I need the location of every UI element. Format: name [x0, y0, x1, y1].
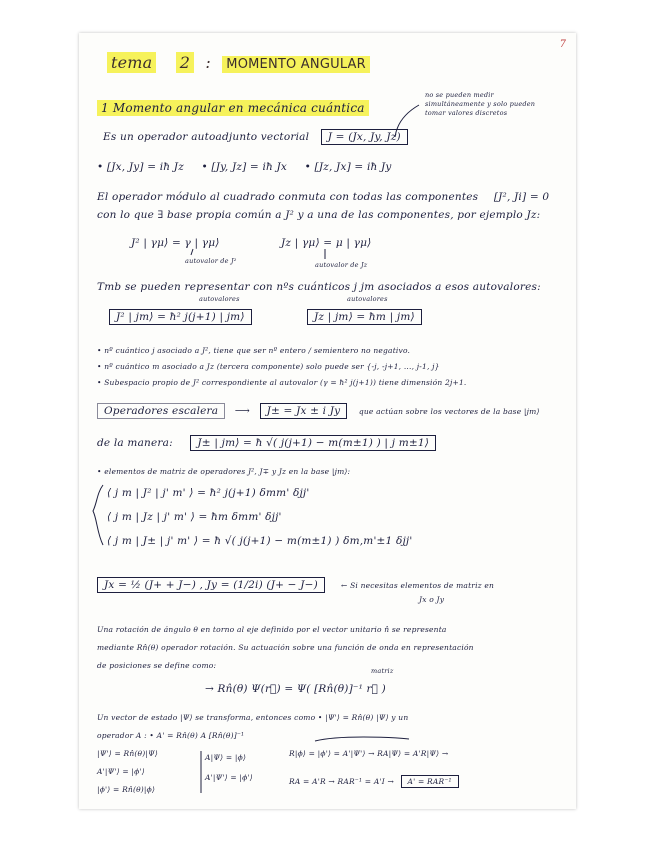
- state-line1: Un vector de estado |Ψ⟩ se transforma, entonces como • |Ψ'⟩ = Rn̂(θ) |Ψ⟩ y un: [97, 713, 409, 722]
- box-jz-text: Jz | jm⟩ = ħm | jm⟩: [307, 309, 422, 325]
- qn-note-left: autovalores: [199, 295, 240, 303]
- ladder-text2: de la manera:: [97, 437, 173, 449]
- matrix-brace: [93, 485, 103, 545]
- ladder-label: Operadores escalera: [97, 403, 225, 419]
- notebook-page: [79, 33, 576, 809]
- ladder-def: J± = Jx ± i Jy: [260, 403, 348, 419]
- bullet-3: • Subespacio propio de J² correspondiente al autovalor (γ = ħ² j(j+1)) tiene dimensión 2j+1.: [97, 378, 467, 387]
- commutator-xy: • [Jx, Jy] = iħ Jz: [97, 161, 184, 173]
- mid-list-2: A'|Ψ'⟩ = |ϕ'⟩: [205, 773, 253, 782]
- mid-list-1: A|Ψ⟩ = |ϕ⟩: [205, 753, 247, 762]
- rotation-line1: Una rotación de ángulo θ en torno al eje definido por el vector unitario n̂ se representa: [97, 625, 447, 634]
- commutator-zx: • [Jz, Jx] = iħ Jy: [304, 161, 392, 173]
- matrix-elem-1: ⟨ j m | J² | j' m' ⟩ = ħ² j(j+1) δmm' δjj': [107, 487, 310, 499]
- page-number: 7: [559, 39, 566, 50]
- tema-number: 2: [176, 52, 194, 73]
- matrix-intro: • elementos de matriz de operadores J², J∓ y Jz en la base |jm⟩:: [97, 467, 351, 476]
- matrix-elem-2: ⟨ j m | Jz | j' m' ⟩ = ħm δmm' δjj': [107, 511, 282, 523]
- ladder-action: J± | jm⟩ = ħ √( j(j+1) − m(m±1) ) | j m±1⟩: [190, 435, 436, 451]
- left-list-2: A'|Ψ'⟩ = |ϕ'⟩: [97, 767, 145, 776]
- rotation-formula: → Rn̂(θ) Ψ(r⃗) = Ψ( [Rn̂(θ)]⁻¹ r⃗ ): [205, 683, 386, 695]
- ladder-text: que actúan sobre los vectores de la base |jm⟩: [358, 407, 540, 416]
- side-note: no se pueden medir simultáneamente y solo pueden tomar valores discretos: [425, 91, 536, 117]
- right-line-2-text: RA = A'R → RAR⁻¹ = A'I →: [289, 777, 394, 786]
- bullet-2: • nº cuántico m asociado a Jz (tercera componente) solo puede ser {-j, -j+1, ..., j-1, j}: [97, 362, 440, 371]
- state-line2: operador A : • A' = Rn̂(θ) A [Rn̂(θ)]⁻¹: [97, 731, 245, 740]
- tema-word: tema: [107, 52, 156, 73]
- page-title: MOMENTO ANGULAR: [222, 56, 370, 73]
- eig-j2-pointer: [191, 249, 193, 255]
- eig-jz-note: autovalor de Jz: [315, 261, 368, 269]
- commutator-yz: • [Jy, Jz] = iħ Jx: [201, 161, 288, 173]
- left-list-3: |ϕ'⟩ = Rn̂(θ)|ϕ⟩: [97, 785, 156, 794]
- eig-j2: J² | γμ⟩ = γ | γμ⟩: [131, 237, 220, 249]
- eig-jz: Jz | γμ⟩ = μ | γμ⟩: [281, 237, 372, 249]
- tema-label: tema 2 : MOMENTO ANGULAR: [107, 53, 370, 72]
- casimir-line2: con lo que ∃ base propia común a J² y a una de las componentes, por ejemplo Jz:: [97, 209, 541, 221]
- casimir-text: El operador módulo al cuadrado conmuta con todas las componentes: [97, 191, 479, 203]
- matrix-word: matriz: [371, 667, 394, 675]
- rotation-line2: mediante Rn̂(θ) operador rotación. Su actuación sobre una función de onda en representación: [97, 643, 474, 652]
- xy-formula-text: Jx = ½ (J+ + J−) , Jy = (1/2i) (J+ − J−): [97, 577, 325, 593]
- ink-strokes: [79, 33, 576, 809]
- section-heading-text: 1 Momento angular en mecánica cuántica: [97, 100, 369, 116]
- intro-text: Es un operador autoadjunto vectorial: [103, 131, 310, 143]
- right-box: A' = RAR⁻¹: [401, 775, 459, 788]
- matrix-elem-3: ⟨ j m | J± | j' m' ⟩ = ħ √( j(j+1) − m(m±1) ) δm,m'±1 δjj': [107, 535, 413, 547]
- left-list-1: |Ψ'⟩ = Rn̂(θ)|Ψ⟩: [97, 749, 159, 758]
- casimir-commutator: [J², Ji] = 0: [493, 191, 550, 203]
- box-j2-text: J² | jm⟩ = ħ² j(j+1) | jm⟩: [109, 309, 252, 325]
- qn-line: Tmb se pueden representar con nºs cuánticos j jm asociados a esos autovalores:: [97, 281, 541, 293]
- rotation-line3: de posiciones se define como:: [97, 661, 217, 670]
- bullet-1: • nº cuántico j asociado a J², tiene que ser nº entero / semientero no negativo.: [97, 346, 411, 355]
- eig-j2-note: autovalor de J²: [185, 257, 237, 265]
- vector-def: J = (Jx, Jy, Jz): [321, 129, 408, 145]
- ladder-line: Operadores escalera ⟶ J± = Jx ± i Jy que actúan sobre los vectores de la base |jm⟩: [97, 405, 540, 417]
- side-note-arrow: [395, 105, 419, 137]
- xy-note2: Jx o Jy: [419, 595, 445, 604]
- qn-note-right: autovalores: [347, 295, 388, 303]
- right-line-1: R|ϕ⟩ = |ϕ'⟩ = A'|Ψ'⟩ → RA|Ψ⟩ = A'R|Ψ⟩ →: [289, 749, 449, 758]
- state-arrow: [315, 737, 409, 741]
- xy-note: ← Si necesitas elementos de matriz en: [341, 581, 495, 590]
